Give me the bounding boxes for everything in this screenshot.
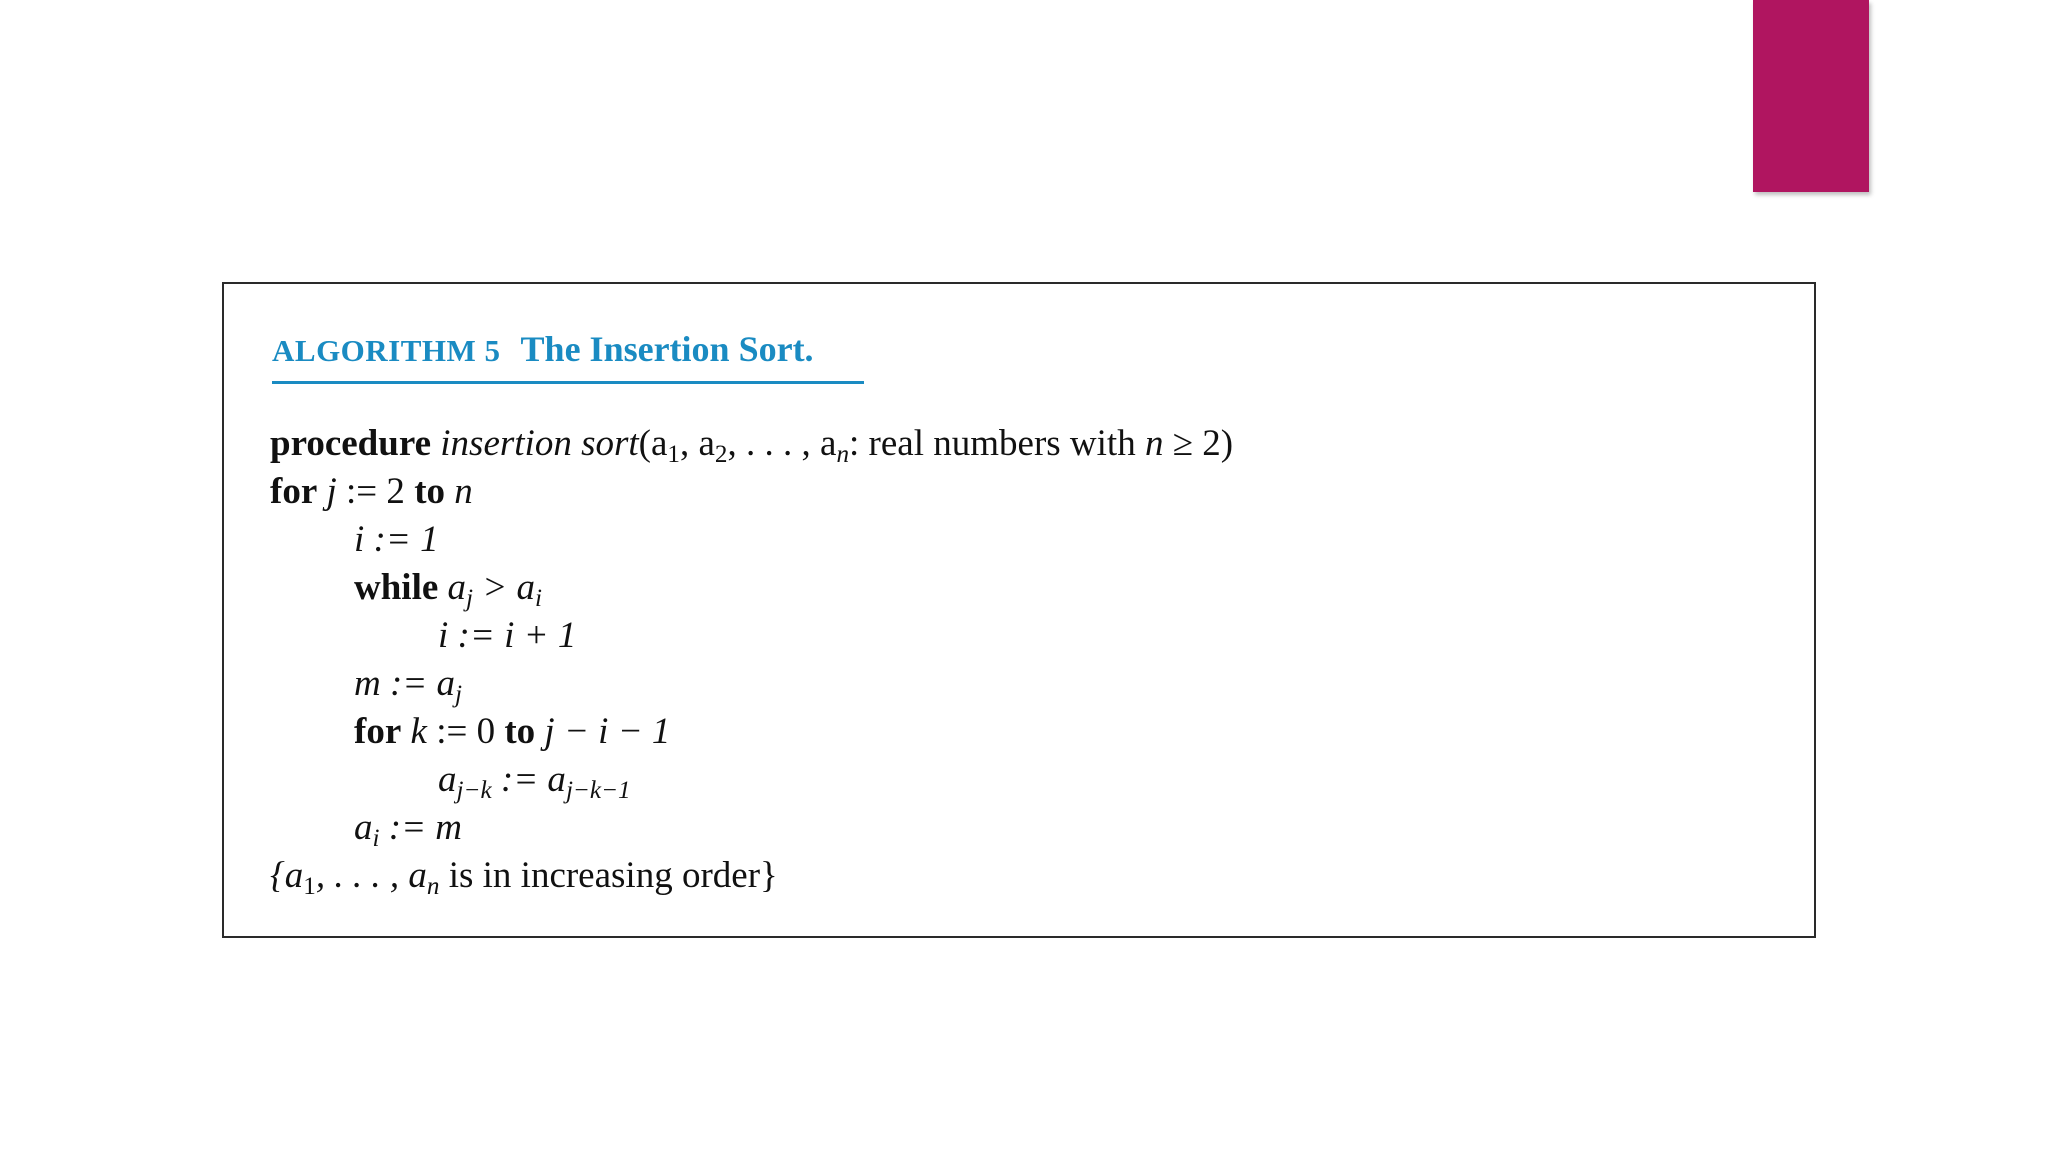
code-line-while	[354, 564, 542, 612]
code-line-shift	[438, 756, 631, 804]
procedure-name: insertion sort	[440, 423, 639, 464]
code-text: n	[1144, 423, 1164, 464]
code-text: := 2	[336, 471, 415, 512]
code-text: i := 1	[354, 519, 439, 560]
code-text: := 0	[426, 711, 505, 752]
code-text: a	[354, 807, 373, 848]
subscript: n	[836, 441, 850, 469]
keyword-for: for	[270, 471, 318, 512]
code-text: j	[317, 471, 337, 512]
code-line-for-j	[270, 468, 473, 516]
subscript: 1	[667, 441, 680, 469]
subscript: j−k−1	[565, 777, 631, 805]
code-text: , a	[679, 423, 715, 464]
subscript: i	[372, 825, 380, 853]
code-text: , . . . , a	[315, 855, 427, 896]
code-text: (a	[638, 423, 668, 464]
code-text: : real numbers with	[849, 423, 1145, 464]
code-text: m := a	[354, 663, 456, 704]
code-line-ai-assign	[354, 804, 462, 852]
keyword-for: for	[354, 711, 402, 752]
code-line-procedure	[270, 420, 1233, 468]
code-line-for-k	[354, 708, 670, 756]
code-text: n	[445, 471, 473, 512]
subscript: j	[466, 585, 474, 613]
algorithm-label: ALGORITHM 5	[272, 333, 501, 368]
subscript: j−k	[456, 777, 492, 805]
code-line-postcondition	[270, 852, 778, 900]
code-text: {a	[270, 855, 304, 896]
code-text: a	[438, 567, 467, 608]
keyword-to: to	[414, 471, 446, 512]
code-line-i-increment	[438, 612, 576, 660]
subscript: 1	[303, 873, 316, 901]
code-text: is in increasing order}	[439, 855, 778, 896]
subscript: 2	[714, 441, 728, 469]
code-text: := m	[379, 807, 463, 848]
title-underline	[272, 381, 864, 384]
code-line-i-assign	[354, 516, 439, 564]
code-text: k	[401, 711, 427, 752]
code-line-m-assign	[354, 660, 462, 708]
code-text: , . . . , a	[727, 423, 837, 464]
algorithm-box	[222, 282, 1816, 938]
accent-bar	[1753, 0, 1869, 192]
code-text: j − i − 1	[535, 711, 671, 752]
code-text: > a	[473, 567, 535, 608]
subscript: i	[535, 585, 542, 613]
keyword-while: while	[354, 567, 439, 608]
code-text: ≥ 2)	[1163, 423, 1234, 464]
subscript: j	[455, 681, 463, 709]
algorithm-title	[272, 328, 814, 380]
keyword-procedure: procedure	[270, 423, 432, 464]
algorithm-name: The Insertion Sort.	[520, 329, 814, 369]
code-text: := a	[491, 759, 566, 800]
code-text: i := i + 1	[438, 615, 577, 656]
subscript: n	[426, 873, 440, 901]
code-text: a	[438, 759, 457, 800]
keyword-to: to	[504, 711, 536, 752]
